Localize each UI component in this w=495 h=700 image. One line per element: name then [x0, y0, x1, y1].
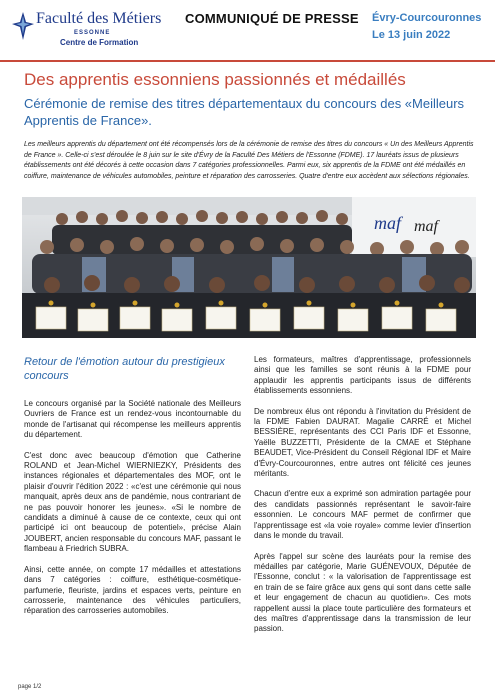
- ceremony-group-photo: [22, 197, 476, 338]
- right-paragraph-1: Les formateurs, maîtres d'apprentissage, professionnels ainsi que les familles se sont réunis à la FDME pour applaudir les apprentis participants issus de différents établissements essonniens.: [254, 355, 471, 396]
- logo-subtitle-centre: Centre de Formation: [60, 38, 139, 47]
- star-logo-icon: [12, 12, 34, 40]
- header: [0, 0, 495, 62]
- location: Évry-Courcouronnes: [372, 12, 482, 24]
- page-title: Des apprentis essonniens passionnés et médaillés: [24, 70, 406, 89]
- right-paragraph-4: Après l'appel sur scène des lauréats pour la remise des médailles par catégorie, Marie GUÉNEVOUX, Députée de l'Essonne, conclut : « la valorisation de l'apprentissage est en train de se faire grâce aux gens qui sont dans cette salle et leur engagement de chacun au quotidien». Ces mots rappellent aussi la place toute particulière des formateurs et des maîtres d'apprentissage dans la transmission de leur passion.: [254, 551, 471, 634]
- page-subtitle: Cérémonie de remise des titres départementaux du concours des «Meilleurs Apprentis de France».: [24, 96, 465, 128]
- right-paragraph-3: Chacun d'entre eux a exprimé son admiration partagée pour des candidats passionnés représentant le savoir-faire essonnien. Le concours MAF permet de confirmer que l'apprentissage est «la voie royale» comme levier d'insertion dans le monde du travail.: [254, 489, 471, 541]
- left-column: [24, 355, 241, 627]
- svg-text:maf: maf: [414, 218, 438, 235]
- page-number: page 1/2: [18, 684, 42, 690]
- logo-subtitle-essonne: ESSONNE: [74, 30, 111, 36]
- right-paragraph-2: De nombreux élus ont répondu à l'invitation du Président de la FDME Fabien DAURAT. Magalie CARRÉ et Michel BESSIÈRE, représentants des CCI Paris IDF et Essonne, Yaëlle BUZZETTI, Présidente de la CMAE et Stéphane BEAUDET, Vice-Président du Conseil Régional IDF et Maire d'Évry-Courcouronnes, entre autres ont félicité ces jeunes méritants.: [254, 406, 471, 479]
- group-photo: [22, 197, 476, 338]
- intro-paragraph: Les meilleurs apprentis du département ont été récompensés lors de la cérémonie de remise des titres du concours « Un des Meilleurs Apprentis de France ». Celle-ci s'est déroulée le 8 juin sur le site d'Évry de la Faculté Des Métiers de l'Essonne (FDME). 17 lauréats issus de plusieurs établissements ont été décorés à cette occasion dans 7 catégories professionnelles. Parmi eux, six apprentis de la FDME ont été médaillés en coiffure, maintenance de véhicules automobiles, peinture et réparation des carrosseries. Quatre d'entre eux accèdent aux sélections régionales.: [24, 141, 474, 180]
- right-column: [254, 355, 471, 645]
- document-type: COMMUNIQUÉ DE PRESSE: [185, 11, 359, 26]
- faculte-des-metiers-logo: [12, 8, 162, 52]
- left-paragraph-2: C'est donc avec beaucoup d'émotion que Catherine ROLAND et Jean-Michel WIERNIEZKY, Présidents des instances régionales et départementales des MOF, ont le plaisir d'ouvrir l'édition 2022 : «c'est une cérémonie qui nous manquait, après deux ans de pandémie, nous contrariant de ne pas pouvoir honorer les jeunes». «Si le nombre de candidats a diminué à cause de ce contexte, ceux qui ont participé ici ont beaucoup de potentiel», précise Alain JOUBERT, ancien responsable du concours MAF, passant le flambeau à Friedrich SUBRA.: [24, 450, 241, 554]
- date: Le 13 juin 2022: [372, 29, 451, 41]
- left-paragraph-3: Ainsi, cette année, on compte 17 médailles et attestations dans 7 catégories : coiffure, esthétique-cosmétique-parfumerie, fleuriste, jardins et espaces verts, peinture en carrosserie, maintenance des véhicules particuliers, réparation des carrosseries automobiles.: [24, 564, 241, 616]
- header-divider: [0, 60, 495, 62]
- logo-title: Faculté des Métiers: [36, 10, 162, 27]
- section-heading: Retour de l'émotion autour du prestigieux concours: [24, 356, 225, 382]
- left-paragraph-1: Le concours organisé par la Société nationale des Meilleurs Ouvriers de France est un rendez-vous incontournable du monde de l'artisanat qui récompense les meilleurs apprentis du département.: [24, 399, 241, 440]
- svg-text:maf: maf: [374, 213, 401, 233]
